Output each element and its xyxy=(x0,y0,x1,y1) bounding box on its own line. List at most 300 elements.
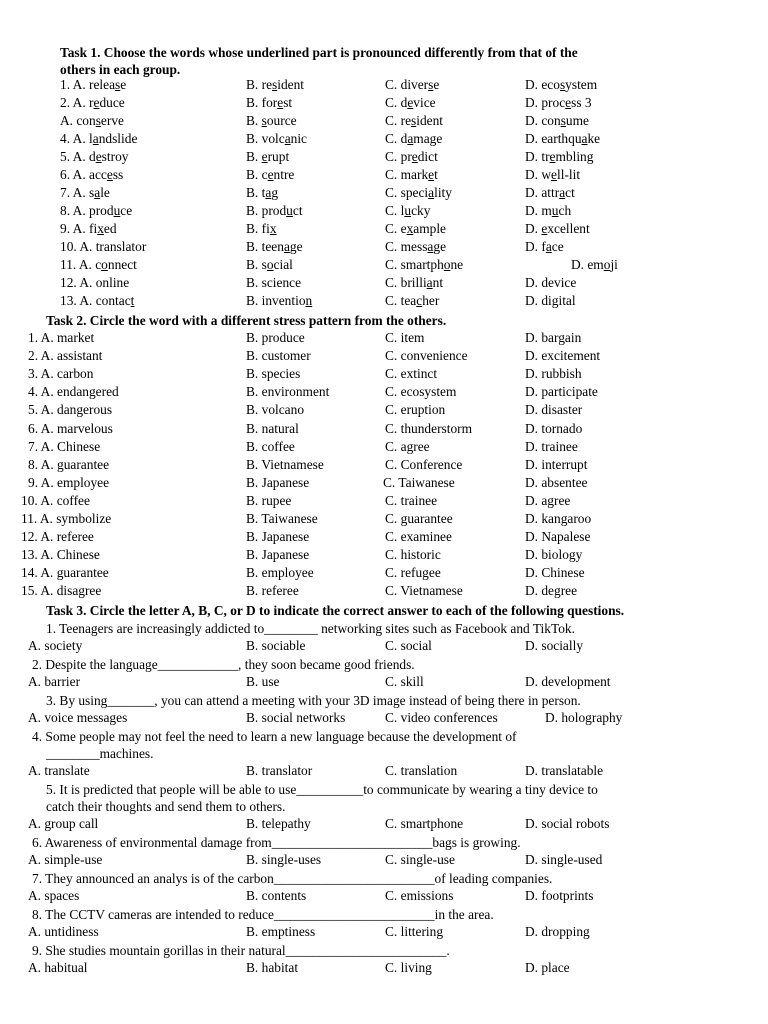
task1-option-b-mid: e xyxy=(261,149,268,164)
task1-option-b-mid: a xyxy=(284,131,291,146)
task1-option-a-post: ed xyxy=(103,221,117,236)
task1-option-d-pre: D. w xyxy=(525,167,552,182)
task1-option-d-mid: a xyxy=(545,239,552,254)
task1-option-b-pre: B. science xyxy=(246,275,302,290)
task2-option-b: B. Japanese xyxy=(246,529,310,544)
task1-option-d xyxy=(525,149,593,165)
task1-option-c-pre: C. smartph xyxy=(385,257,444,272)
task1-option-b xyxy=(246,275,301,291)
task1-option-a-post: duce xyxy=(99,95,125,110)
task2-option-a: 10. A. coffee xyxy=(21,493,90,508)
task1-option-b-post: g xyxy=(271,185,279,200)
task1-option-d-post: ct xyxy=(565,185,575,200)
task1-option-a-post: erve xyxy=(100,113,124,128)
task1-option-c-mid: c xyxy=(416,293,423,308)
task1-option-b-post: cial xyxy=(273,257,293,272)
task1-option-c-pre: C. re xyxy=(385,113,412,128)
task1-option-c-pre: C. mess xyxy=(385,239,428,254)
task1-option-d-post: ll-lit xyxy=(557,167,581,182)
task3-option-c: C. littering xyxy=(385,924,444,939)
task1-option-d-mid: e xyxy=(565,95,572,110)
task1-option-c xyxy=(385,257,463,273)
task1-option-c-post: cky xyxy=(411,203,431,218)
task1-option-c xyxy=(385,167,438,183)
task1-option-c-mid: s xyxy=(411,113,417,128)
task1-option-a xyxy=(60,203,132,219)
question-8: 8. The CCTV cameras are intended to reduce________________________in the area. xyxy=(32,907,494,922)
task1-option-a-mid: e xyxy=(95,149,102,164)
question-7: 7. They announced an analys is of the carbon________________________of leading companies. xyxy=(32,871,553,886)
question-5-cont: catch their thoughts and send them to others. xyxy=(46,799,286,814)
task2-option-c: C. convenience xyxy=(385,348,468,363)
task1-option-c-mid: a xyxy=(407,131,414,146)
task1-option-c-mid: e xyxy=(411,149,418,164)
task3-option-c: C. skill xyxy=(385,674,424,689)
task2-option-c: C. examinee xyxy=(385,529,452,544)
task1-option-c-post: vice xyxy=(413,95,436,110)
task1-option-b xyxy=(246,203,303,219)
task1-option-c-post: nt xyxy=(432,275,444,290)
task1-option-d-post: ch xyxy=(558,203,572,218)
task1-option-b-mid: a xyxy=(283,239,290,254)
task2-option-d: D. agree xyxy=(525,493,571,508)
task1-option-c-pre: C. l xyxy=(385,203,405,218)
task1-option-a xyxy=(60,131,137,147)
task1-option-a-pre: 12. A. online xyxy=(60,275,130,290)
task2-option-d: D. interrupt xyxy=(525,457,588,472)
task1-option-c-post: ne xyxy=(450,257,464,272)
question-5: 5. It is predicted that people will be able to use__________to communicate by wearing a tiny device to xyxy=(46,782,598,797)
task1-option-a-pre: 13. A. contac xyxy=(60,293,131,308)
task1-option-c-pre: C. mark xyxy=(385,167,429,182)
task1-option-c-mid: e xyxy=(428,167,435,182)
task3-option-c: C. living xyxy=(385,960,432,975)
task1-option-a xyxy=(60,293,134,309)
task1-option-d-pre: D. device xyxy=(525,275,577,290)
task2-option-d: D. absentee xyxy=(525,475,588,490)
task2-option-d: D. disaster xyxy=(525,402,583,417)
task3-option-c: C. single-use xyxy=(385,852,455,867)
task1-option-a-mid: a xyxy=(92,131,99,146)
task1-option-d-mid: a xyxy=(559,185,566,200)
task1-option-d-pre: D. digital xyxy=(525,293,576,308)
task1-option-d-pre: D. con xyxy=(525,113,561,128)
task1-option-c-mid: a xyxy=(426,275,433,290)
task1-option-a-mid: x xyxy=(97,221,104,236)
task1-option-b-mid: u xyxy=(286,203,293,218)
task1-option-b-pre: B. inventio xyxy=(246,293,306,308)
task1-option-b xyxy=(246,185,278,201)
task1-option-b-mid: n xyxy=(305,293,313,308)
task1-option-a-mid: e xyxy=(106,167,113,182)
task1-option-b-mid: s xyxy=(272,77,278,92)
task1-option-c xyxy=(385,131,442,147)
task2-option-c: C. guarantee xyxy=(385,511,453,526)
task1-option-d-post: ss 3 xyxy=(571,95,592,110)
question-1: 1. Teenagers are increasingly addicted to________ networking sites such as Facebook and TikTok. xyxy=(46,621,575,636)
task1-option-c-pre: C. d xyxy=(385,95,408,110)
task1-option-d-post: ji xyxy=(610,257,618,272)
task3-option-d: D. dropping xyxy=(525,924,590,939)
task1-option-c-post: ample xyxy=(413,221,446,236)
task2-option-b: B. produce xyxy=(246,330,305,345)
question-4: 4. Some people may not feel the need to learn a new language because the development of xyxy=(32,729,517,744)
task1-option-b-post: ct xyxy=(292,203,303,218)
task1-option-a-post: le xyxy=(100,185,110,200)
task2-option-c: C. Vietnamese xyxy=(385,583,463,598)
task1-option-d xyxy=(525,239,564,255)
task1-option-c xyxy=(385,221,446,237)
task1-option-b-post: ident xyxy=(277,77,305,92)
task1-option-b xyxy=(246,293,312,309)
task1-option-b-pre: B. re xyxy=(246,77,273,92)
task1-option-d-mid: u xyxy=(551,203,559,218)
task1-option-a xyxy=(60,221,117,237)
task3-option-c: C. social xyxy=(385,638,432,653)
task3-option-c: C. video conferences xyxy=(385,710,498,725)
question-6: 6. Awareness of environmental damage from________________________bags is growing. xyxy=(32,835,521,850)
task1-option-c-pre: C. e xyxy=(385,221,407,236)
task1-option-a-pre: 8. A. prod xyxy=(60,203,114,218)
task1-option-a-pre: 9. A. fi xyxy=(60,221,98,236)
task1-option-a-mid: a xyxy=(94,185,101,200)
task1-option-b-mid: x xyxy=(269,221,277,236)
task2-option-a: 5. A. dangerous xyxy=(28,402,113,417)
task3-option-d: D. place xyxy=(525,960,570,975)
task1-option-a-mid: s xyxy=(115,77,121,92)
task1-option-b xyxy=(246,95,292,111)
task1-option-d-post: ce xyxy=(551,239,564,254)
task3-option-d: D. translatable xyxy=(525,763,604,778)
task1-option-b-pre: B. xyxy=(246,113,262,128)
task1-option-d xyxy=(525,77,597,93)
task3-option-d: D. social robots xyxy=(525,816,610,831)
task1-option-c-pre: C. tea xyxy=(385,293,417,308)
task1-option-a-post: ndslide xyxy=(98,131,138,146)
task2-heading: Task 2. Circle the word with a different stress pattern from the others. xyxy=(46,313,447,328)
task2-option-a: 7. A. Chinese xyxy=(28,439,101,454)
task2-option-c: C. extinct xyxy=(385,366,438,381)
task2-option-b: B. referee xyxy=(246,583,299,598)
task1-option-d xyxy=(525,131,600,147)
task1-option-b-post: ge xyxy=(289,239,303,254)
task1-option-b xyxy=(246,131,307,147)
task2-option-d: D. excitement xyxy=(525,348,601,363)
task1-option-b-mid: e xyxy=(267,167,274,182)
task1-option-b-pre: B. prod xyxy=(246,203,287,218)
question-4-cont: ________machines. xyxy=(46,746,154,761)
task3-option-b: B. contents xyxy=(246,888,307,903)
task1-option-c xyxy=(385,77,439,93)
task1-option-a xyxy=(60,77,126,93)
task1-option-d-mid: a xyxy=(581,131,588,146)
task1-option-c xyxy=(385,95,436,111)
task1-option-a-mid: t xyxy=(130,293,135,308)
task1-option-a-post: ss xyxy=(112,167,124,182)
task3-option-b: B. use xyxy=(246,674,280,689)
task2-option-d: D. rubbish xyxy=(525,366,582,381)
task1-option-c xyxy=(385,239,446,255)
task1-option-d xyxy=(525,167,580,183)
task1-option-a-post: stroy xyxy=(101,149,129,164)
task1-option-b-mid: o xyxy=(266,257,274,272)
task1-option-b-pre: B. c xyxy=(246,167,268,182)
task1-option-d-mid: e xyxy=(541,221,548,236)
task1-option-d xyxy=(525,185,575,201)
task1-option-b-post: nic xyxy=(290,131,307,146)
task1-option-b xyxy=(246,113,297,129)
task1-option-a-pre: 10. A. translator xyxy=(60,239,147,254)
task1-option-b xyxy=(246,77,304,93)
task1-option-d xyxy=(525,293,576,309)
task1-option-b-mid: s xyxy=(261,113,267,128)
task1-option-c-pre: C. diver xyxy=(385,77,429,92)
task1-option-b-pre: B. teen xyxy=(246,239,284,254)
task1-option-b xyxy=(246,149,289,165)
task1-option-b-pre: B. volc xyxy=(246,131,285,146)
task3-option-b: B. sociable xyxy=(246,638,306,653)
task1-option-a-mid: o xyxy=(101,257,108,272)
task1-option-c-post: ident xyxy=(416,113,444,128)
task2-option-b: B. Taiwanese xyxy=(246,511,318,526)
task1-option-b xyxy=(246,239,303,255)
task2-option-a: 8. A. guarantee xyxy=(28,457,110,472)
task2-option-d: D. Chinese xyxy=(525,565,585,580)
task1-heading-cont: others in each group. xyxy=(60,62,181,77)
task3-option-b: B. emptiness xyxy=(246,924,316,939)
task2-option-a: 4. A. endangered xyxy=(28,384,119,399)
task2-option-c: C. agree xyxy=(385,439,430,454)
task1-option-a xyxy=(60,167,123,183)
task1-option-a xyxy=(60,257,137,273)
task3-option-d: D. single-used xyxy=(525,852,603,867)
task2-option-b: B. customer xyxy=(246,348,311,363)
task1-option-c-pre: C. pr xyxy=(385,149,412,164)
task1-option-c-mid: s xyxy=(428,77,434,92)
task2-option-c: C. trainee xyxy=(385,493,438,508)
task2-option-b: B. coffee xyxy=(246,439,295,454)
task1-option-c-mid: a xyxy=(427,239,434,254)
task3-option-d: D. holography xyxy=(545,710,623,725)
task2-option-a: 1. A. market xyxy=(28,330,95,345)
task2-option-b: B. rupee xyxy=(246,493,292,508)
task1-option-d-pre: D. m xyxy=(525,203,552,218)
task2-option-c: C. ecosystem xyxy=(385,384,457,399)
task3-option-a: A. barrier xyxy=(28,674,81,689)
task1-option-c-post: t xyxy=(434,167,438,182)
task2-option-a: 14. A. guarantee xyxy=(21,565,109,580)
task3-option-a: A. translate xyxy=(28,763,90,778)
task2-option-a: 6. A. marvelous xyxy=(28,421,113,436)
task1-option-b-pre: B. fi xyxy=(246,221,270,236)
task1-option-d xyxy=(571,257,618,273)
task2-option-b: B. volcano xyxy=(246,402,305,417)
task1-option-d-pre: D. xyxy=(525,221,542,236)
task3-option-a: A. group call xyxy=(28,816,99,831)
task1-option-a-pre: 11. A. c xyxy=(60,257,102,272)
task1-option-d-post: xcellent xyxy=(547,221,590,236)
task3-option-b: B. single-uses xyxy=(246,852,322,867)
task1-option-a-pre: 6. A. acc xyxy=(60,167,107,182)
task1-option-b xyxy=(246,221,277,237)
task3-option-b: B. social networks xyxy=(246,710,346,725)
task1-option-a-mid: u xyxy=(113,203,121,218)
task1-option-b-mid: e xyxy=(277,95,284,110)
question-3: 3. By using_______, you can attend a meeting with your 3D image instead of being there in person. xyxy=(46,693,581,708)
task3-option-a: A. simple-use xyxy=(28,852,103,867)
task1-option-a-pre: 2. A. r xyxy=(60,95,94,110)
task1-option-d-mid: e xyxy=(551,167,557,182)
task2-option-b: B. employee xyxy=(246,565,314,580)
task2-option-d: D. bargain xyxy=(525,330,582,345)
task1-option-c-mid: x xyxy=(406,221,414,236)
task1-option-d-pre: D. f xyxy=(525,239,546,254)
task2-option-b: B. environment xyxy=(246,384,330,399)
task2-option-c: C. thunderstorm xyxy=(385,421,473,436)
task2-option-c: C. historic xyxy=(385,547,441,562)
task2-option-a: 3. A. carbon xyxy=(28,366,94,381)
task3-option-a: A. spaces xyxy=(28,888,80,903)
task1-option-d-pre: D. earthqu xyxy=(525,131,582,146)
task2-option-a: 9. A. employee xyxy=(28,475,110,490)
task1-option-c-pre: C. brilli xyxy=(385,275,427,290)
task2-option-a: 12. A. referee xyxy=(21,529,94,544)
task1-option-a xyxy=(60,275,129,291)
task1-option-b xyxy=(246,167,294,183)
task1-option-a-mid: e xyxy=(93,95,100,110)
task3-option-c: C. smartphone xyxy=(385,816,464,831)
task1-option-c-pre: C. speci xyxy=(385,185,429,200)
task1-option-b-post: ntre xyxy=(273,167,295,182)
task2-option-d: D. degree xyxy=(525,583,578,598)
task1-option-d-mid: e xyxy=(549,149,556,164)
task1-option-a-pre: 4. A. l xyxy=(60,131,93,146)
task1-option-d-pre: D. em xyxy=(571,257,604,272)
task1-option-d xyxy=(525,221,590,237)
task1-option-b-post: st xyxy=(283,95,293,110)
task1-option-d-post: ume xyxy=(565,113,589,128)
task1-option-a xyxy=(60,113,124,129)
task3-option-a: A. habitual xyxy=(28,960,88,975)
task1-option-c xyxy=(385,185,452,201)
task1-option-a xyxy=(60,185,110,201)
task1-option-a-post: ce xyxy=(120,203,133,218)
task2-option-c: C. refugee xyxy=(385,565,441,580)
task3-option-a: A. untidiness xyxy=(28,924,99,939)
task2-option-c: C. Conference xyxy=(385,457,463,472)
task3-option-d: D. socially xyxy=(525,638,584,653)
task1-option-d xyxy=(525,203,571,219)
task3-option-c: C. emissions xyxy=(385,888,454,903)
task2-option-a: 15. A. disagree xyxy=(21,583,102,598)
task1-option-a-pre: 5. A. d xyxy=(60,149,96,164)
task1-option-c-mid: u xyxy=(404,203,412,218)
task2-option-b: B. Vietnamese xyxy=(246,457,324,472)
task3-option-b: B. habitat xyxy=(246,960,299,975)
task3-heading: Task 3. Circle the letter A, B, C, or D to indicate the correct answer to each of the following questions. xyxy=(46,603,625,618)
task1-option-d xyxy=(525,275,576,291)
task1-option-c-post: lity xyxy=(434,185,452,200)
task3-option-b: B. translator xyxy=(246,763,313,778)
task1-option-a xyxy=(60,239,146,255)
task1-option-d-post: mbling xyxy=(555,149,594,164)
task1-option-b-pre: B. s xyxy=(246,257,267,272)
task1-option-c-pre: C. d xyxy=(385,131,408,146)
task2-option-b: B. Japanese xyxy=(246,475,310,490)
task1-option-c xyxy=(385,149,438,165)
task1-option-c-post: her xyxy=(422,293,440,308)
task2-option-a: 2. A. assistant xyxy=(28,348,103,363)
task1-option-a xyxy=(60,149,128,165)
task1-option-a-post: nnect xyxy=(107,257,137,272)
task2-option-d: D. Napalese xyxy=(525,529,591,544)
task2-option-b: B. Japanese xyxy=(246,547,310,562)
task1-option-a xyxy=(60,95,125,111)
task2-option-a: 13. A. Chinese xyxy=(21,547,100,562)
task1-option-d-mid: o xyxy=(603,257,611,272)
task2-option-c: C. eruption xyxy=(385,402,446,417)
task2-option-d: D. tornado xyxy=(525,421,583,436)
task2-option-c: C. Taiwanese xyxy=(383,475,455,490)
task1-option-b-mid: a xyxy=(265,185,272,200)
task1-option-a-post: e xyxy=(120,77,127,92)
task3-option-b: B. telepathy xyxy=(246,816,311,831)
task1-option-b-post: ource xyxy=(266,113,297,128)
task1-option-c-post: mage xyxy=(413,131,443,146)
task3-option-d: D. development xyxy=(525,674,611,689)
task1-option-c-mid: a xyxy=(428,185,435,200)
task1-option-c xyxy=(385,203,430,219)
task1-option-d-post: ystem xyxy=(565,77,598,92)
task1-heading: Task 1. Choose the words whose underlined part is pronounced differently from that of the xyxy=(60,45,578,60)
task1-option-d-mid: s xyxy=(560,113,566,128)
task2-option-b: B. natural xyxy=(246,421,299,436)
task1-option-a-pre: 1. A. relea xyxy=(60,77,116,92)
task3-option-d: D. footprints xyxy=(525,888,594,903)
task2-option-d: D. biology xyxy=(525,547,583,562)
task2-option-d: D. kangaroo xyxy=(525,511,592,526)
task1-option-d-pre: D. proc xyxy=(525,95,566,110)
task1-option-c-post: dict xyxy=(417,149,438,164)
task3-option-c: C. translation xyxy=(385,763,458,778)
task1-option-b-pre: B. xyxy=(246,149,262,164)
task1-option-c xyxy=(385,113,443,129)
task1-option-d-pre: D. tr xyxy=(525,149,550,164)
task2-option-d: D. participate xyxy=(525,384,598,399)
task1-option-b-pre: B. t xyxy=(246,185,266,200)
task1-option-c-post: e xyxy=(433,77,440,92)
task1-option-d-mid: s xyxy=(559,77,566,92)
task1-option-a-pre: 7. A. s xyxy=(60,185,95,200)
task1-option-d xyxy=(525,95,592,111)
task1-option-c-mid: e xyxy=(407,95,414,110)
question-2: 2. Despite the language____________, they soon became good friends. xyxy=(32,657,415,672)
task2-option-b: B. species xyxy=(246,366,301,381)
task2-option-d: D. trainee xyxy=(525,439,578,454)
task1-option-d xyxy=(525,113,589,129)
question-9: 9. She studies mountain gorillas in their natural________________________. xyxy=(32,943,450,958)
task1-option-a-pre: A. con xyxy=(60,113,96,128)
task1-option-d-pre: D. attr xyxy=(525,185,560,200)
task1-option-c xyxy=(385,293,439,309)
task2-option-c: C. item xyxy=(385,330,425,345)
task1-option-b xyxy=(246,257,293,273)
task2-option-a: 11. A. symbolize xyxy=(21,511,112,526)
task1-option-c xyxy=(385,275,443,291)
task1-option-b-post: rupt xyxy=(267,149,290,164)
task1-option-c-post: ge xyxy=(433,239,447,254)
task1-option-d-post: ke xyxy=(587,131,601,146)
